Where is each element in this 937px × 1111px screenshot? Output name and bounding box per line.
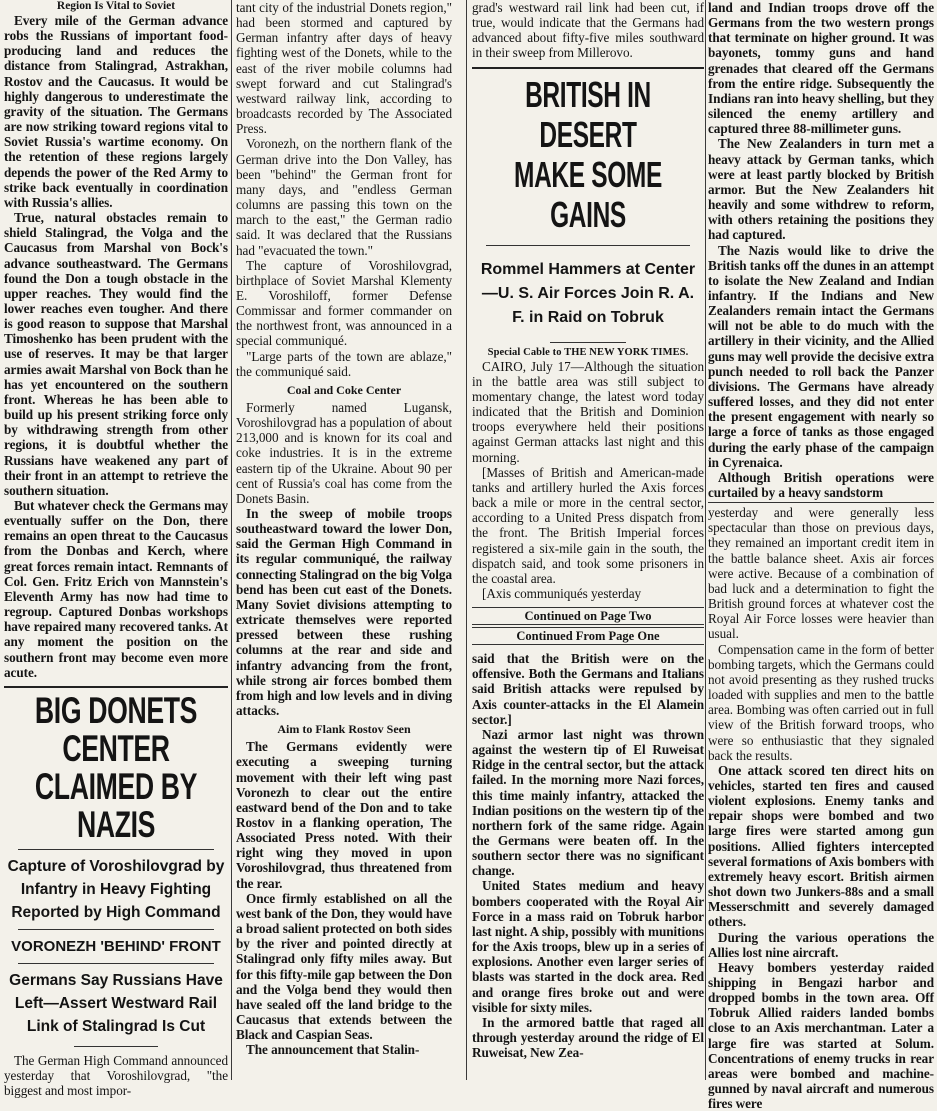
article-body-bold bbox=[4, 13, 228, 680]
column-3 bbox=[472, 0, 704, 1080]
column-rule bbox=[705, 0, 706, 1080]
paragraph: In the sweep of mobile troops southeastward toward the lower Don, said the German High Command in its regular communiqué, the railway connecting Stalingrad on the big Volga bend has been cut east of the Donets. Many Soviet divisions attempting to extricate themselves were reported pressed between these rushing columns at the rear and side and infantry advancing from the front, while strong air forces bombed them from high and low levels and in diving attacks. bbox=[236, 506, 452, 719]
paragraph: The Nazis would like to drive the British tanks off the dunes in an attempt to isolate the New Zealand and Indian infantry. If the Indians and New Zealanders remain intact the Germans will not be able to do much with the artillery in their vicinity, and the Allied guns may well provide the decisive extra punch needed to roll back the Panzer divisions. The Germans have already suffered losses, and they did not enter the present engagement with nearly so large a force of tanks as those engaged during the early phase of the campaign in Cyrenaica. bbox=[708, 242, 934, 470]
paragraph: grad's westward rail link had been cut, if true, would indicate that the Germans had advanced about fifty-five miles southward in their sweep from Millerovo. bbox=[472, 0, 704, 61]
paragraph: United States medium and heavy bombers cooperated with the Royal Air Force in a mass raid on Tobruk harbor last night. A ship, possibly with munitions for the Axis troops, blew up in a series of explosions. Another even larger series of blasts was started in the dock area. Red and orange fires broke out and were visible for sixty miles. bbox=[472, 878, 704, 1015]
lead-paragraph: The German High Command announced yesterday that Voroshilovgrad, "the biggest and most impor- bbox=[4, 1052, 228, 1099]
divider bbox=[74, 1046, 158, 1047]
paragraph: Compensation came in the form of better bombing targets, which the Germans could not avoid presenting as they rushed trucks loaded with supplies and men to the battle area. Bombing was often carried out in full view of the British forward troops, who were so enthusiastic that they signaled back the results. bbox=[708, 641, 934, 763]
paragraph: CAIRO, July 17—Although the situation in the battle area was still subject to momentary change, the latest word today indicated that the British and Dominion troops everywhere held their positions against German attacks last night and this morning. bbox=[472, 358, 704, 465]
subhead-coal-coke: Coal and Coke Center bbox=[286, 382, 402, 397]
paragraph: land and Indian troops drove off the Germans from the two western prongs that terminate on higher ground. It was bayonets, tommy guns and hand grenades that cleared off the Germans from the entire ridge. Subsequently the Indians ran into heavy shelling, but they silenced the enemy artillery and captured three 88-millimeter guns. bbox=[708, 0, 934, 137]
deck-capture: Capture of Voroshilovgrad by Infantry in Heavy Fighting Reported by High Command bbox=[7, 857, 225, 921]
column-1 bbox=[4, 0, 228, 1099]
paragraph: Voronezh, on the northern flank of the German drive into the Don Valley, has been "behind" the German front for many days, and "endless German columns are passing this town on the march to the east," the German radio said. It was declared that the Russians had "evacuated the town." bbox=[236, 136, 452, 258]
paragraph: Every mile of the German advance robs the Russians of important food-producing land and reduces the distance from Stalingrad, Astrakhan, Rostov and the Caucasus. It would be highly dangerous to underestimate the gravity of the situation. The Germans are now striking toward regions vital to Soviet Russia's wartime economy. On the retention of these regions largely depends the power of the Red Army to strike back eventually in coordination with Russia's allies. bbox=[4, 13, 228, 210]
paragraph: Once firmly established on all the west bank of the Don, they would have a broad salient protected on both sides by the river and pointed directly at Stalingrad only fifty miles away. But for this fifty-mile gap between the Don and the Volga bend they would then have sealed off the land bridge to the Caucasus that extends between the Black and Caspian Seas. bbox=[236, 890, 452, 1043]
paragraph: The New Zealanders in turn met a heavy attack by German tanks, which were at least partly blocked by British armor. But the New Zealanders hit heavily and some withdrew to reform, with others retaining the positions they had captured. bbox=[708, 136, 934, 243]
paragraph: Heavy bombers yesterday raided shipping in Bengazi harbor and dropped bombs in the town area. Off Tobruk Allied raiders landed bombs close to an Axis merchantman. Later a large fire was started at Solum. Concentrations of enemy trucks in rear areas were bombed and machine-gunned by naval aircraft and numerous fires were bbox=[708, 959, 934, 1111]
paragraph: The Germans evidently were executing a sweeping turning movement with their left wing past Voronezh to clear out the entire eastward bend of the Don and to take Rostov in a flanking operation, The Associated Press noted. With their right wing they moved in upon Voroshilovgrad, thus threatened from the rear. bbox=[236, 739, 452, 891]
deck-rommel: Rommel Hammers at Center—U. S. Air Forces Join R. A. F. in Raid on Tobruk bbox=[480, 260, 696, 326]
paragraph: Nazi armor last night was thrown against the western tip of El Ruweisat Ridge in the central sector, but the attack failed. In the morning more Nazi forces, this time mainly infantry, attacked the Indian positions on the western tip of the northern fork of the same ridge. Again the Germans were beaten off. In the southern sector there was no significant change. bbox=[472, 726, 704, 879]
column-rule bbox=[466, 0, 467, 1080]
headline-line: BRITISH IN DESERT bbox=[525, 73, 651, 155]
divider bbox=[18, 929, 214, 930]
headline-line: CLAIMED BY NAZIS bbox=[34, 765, 198, 845]
paragraph: During the various operations the Allies lost nine aircraft. bbox=[708, 929, 934, 960]
headline-line: BIG DONETS CENTER bbox=[34, 689, 198, 769]
paragraph: The capture of Voroshilovgrad, birthplace of Soviet Marshal Klementy E. Voroshiloff, former Defense Commissar and former commander on the northwest front, was announced in a special communiqué. bbox=[236, 257, 452, 349]
divider bbox=[486, 245, 690, 246]
deck-germans-say: Germans Say Russians Have Left—Assert Westward Rail Link of Stalingrad Is Cut bbox=[9, 971, 223, 1035]
dateline: Special Cable to THE NEW YORK TIMES. bbox=[487, 346, 689, 358]
continued-from-page-one: Continued From Page One bbox=[472, 627, 704, 645]
paragraph: "Large parts of the town are ablaze," the communiqué said. bbox=[236, 348, 452, 379]
paragraph: The announcement that Stalin- bbox=[246, 1042, 420, 1058]
column-2 bbox=[236, 0, 452, 1080]
paragraph: [Masses of British and American-made tanks and artillery hurled the Axis forces back a mile or more in the central sector, according to a United Press dispatch from the front. The British Imperial forces registered a six-mile gain in the south, the dispatch said, and took some prisoners in the coastal area. bbox=[472, 464, 704, 586]
column-4 bbox=[708, 0, 934, 1111]
subhead-flank-rostov: Aim to Flank Rostov Seen bbox=[277, 722, 411, 737]
paragraph: But whatever check the Germans may eventually suffer on the Don, there remains an open threat to the Caucasus from the Donbas and Kerch, where great forces remain intact. Remnants of Col. Gen. Fritz Erich von Mannstein's Eleventh Army has now had time to regroup. Captured Donbas workshops have repaired many recovered tanks. At any moment the position on the southern front may become even more acute. bbox=[4, 498, 228, 680]
continued-on-page-two: Continued on Page Two bbox=[472, 607, 704, 625]
headline-line: MAKE SOME GAINS bbox=[514, 153, 662, 235]
paragraph: Formerly named Lugansk, Voroshilovgrad has a population of about 213,000 and is known for its coal and coke industries. It is in the extreme eastern tip of the Ukraine. About 90 per cent of Russia's coal has come from the Donets Basin. bbox=[236, 399, 452, 506]
deck-voronezh: VORONEZH 'BEHIND' FRONT bbox=[11, 937, 221, 955]
paragraph: Although British operations were curtailed by a heavy sandstorm bbox=[708, 469, 934, 500]
divider bbox=[708, 502, 934, 503]
subhead-region-vital: Region Is Vital to Soviet bbox=[56, 0, 176, 12]
paragraph: One attack scored ten direct hits on vehicles, started ten fires and caused violent explosions. Enemy tanks and repair shops were bombed and two large fires were started among gun positions. Allied fighters intercepted several formations of Axis bombers with extremely heavy escort. British airmen shot down two Junkers-88s and a small Messerschmitt and severely damaged others. bbox=[708, 762, 934, 930]
column-rule bbox=[231, 0, 232, 1080]
divider bbox=[18, 849, 214, 850]
paragraph: True, natural obstacles remain to shield Stalingrad, the Volga and the Caucasus from Marshal von Bock's advance southeastward. The Germans found the Don a tough obstacle in the upper reaches. They would find the lower reaches even tougher. And there is good reason to suppose that Marshal Timoshenko has been prudent with the use of reserves. It may be that larger armies await Marshal von Bock than he has yet encountered on the southern front. Whereas he has been able to build up his present striking force only by withdrawing strength from other regions, it is doubtful whether the Russians have weakened any part of their front in an attempt to retrieve the southern situation. bbox=[4, 210, 228, 498]
paragraph: yesterday and were generally less spectacular than those on previous days, they remained an important credit item in the battle balance sheet. Axis air forces were active. Because of a combination of bad luck and a determination to fight the British ground forces at whatever cost the Royal Air Force losses were heavier than usual. bbox=[708, 505, 934, 642]
article-header-british bbox=[472, 67, 704, 343]
paragraph: tant city of the industrial Donets region," had been stormed and captured by German infantry after days of heavy fighting west of the Donets, while to the east of the river mobile columns had swept forward and cut Stalingrad's westward railway link, according to broadcasts recorded by The Associated Press. bbox=[236, 0, 452, 137]
paragraph: [Axis communiqués yesterday bbox=[482, 585, 642, 601]
divider bbox=[550, 342, 626, 343]
paragraph: In the armored battle that raged all through yesterday around the ridge of El Ruweisat, New Zea- bbox=[472, 1014, 704, 1061]
divider bbox=[18, 963, 214, 964]
paragraph: said that the British were on the offensive. Both the Germans and Italians said British attacks were repulsed by Axis counter-attacks in the El Alamein sector.] bbox=[472, 651, 704, 727]
article-header-donets bbox=[4, 686, 228, 1047]
